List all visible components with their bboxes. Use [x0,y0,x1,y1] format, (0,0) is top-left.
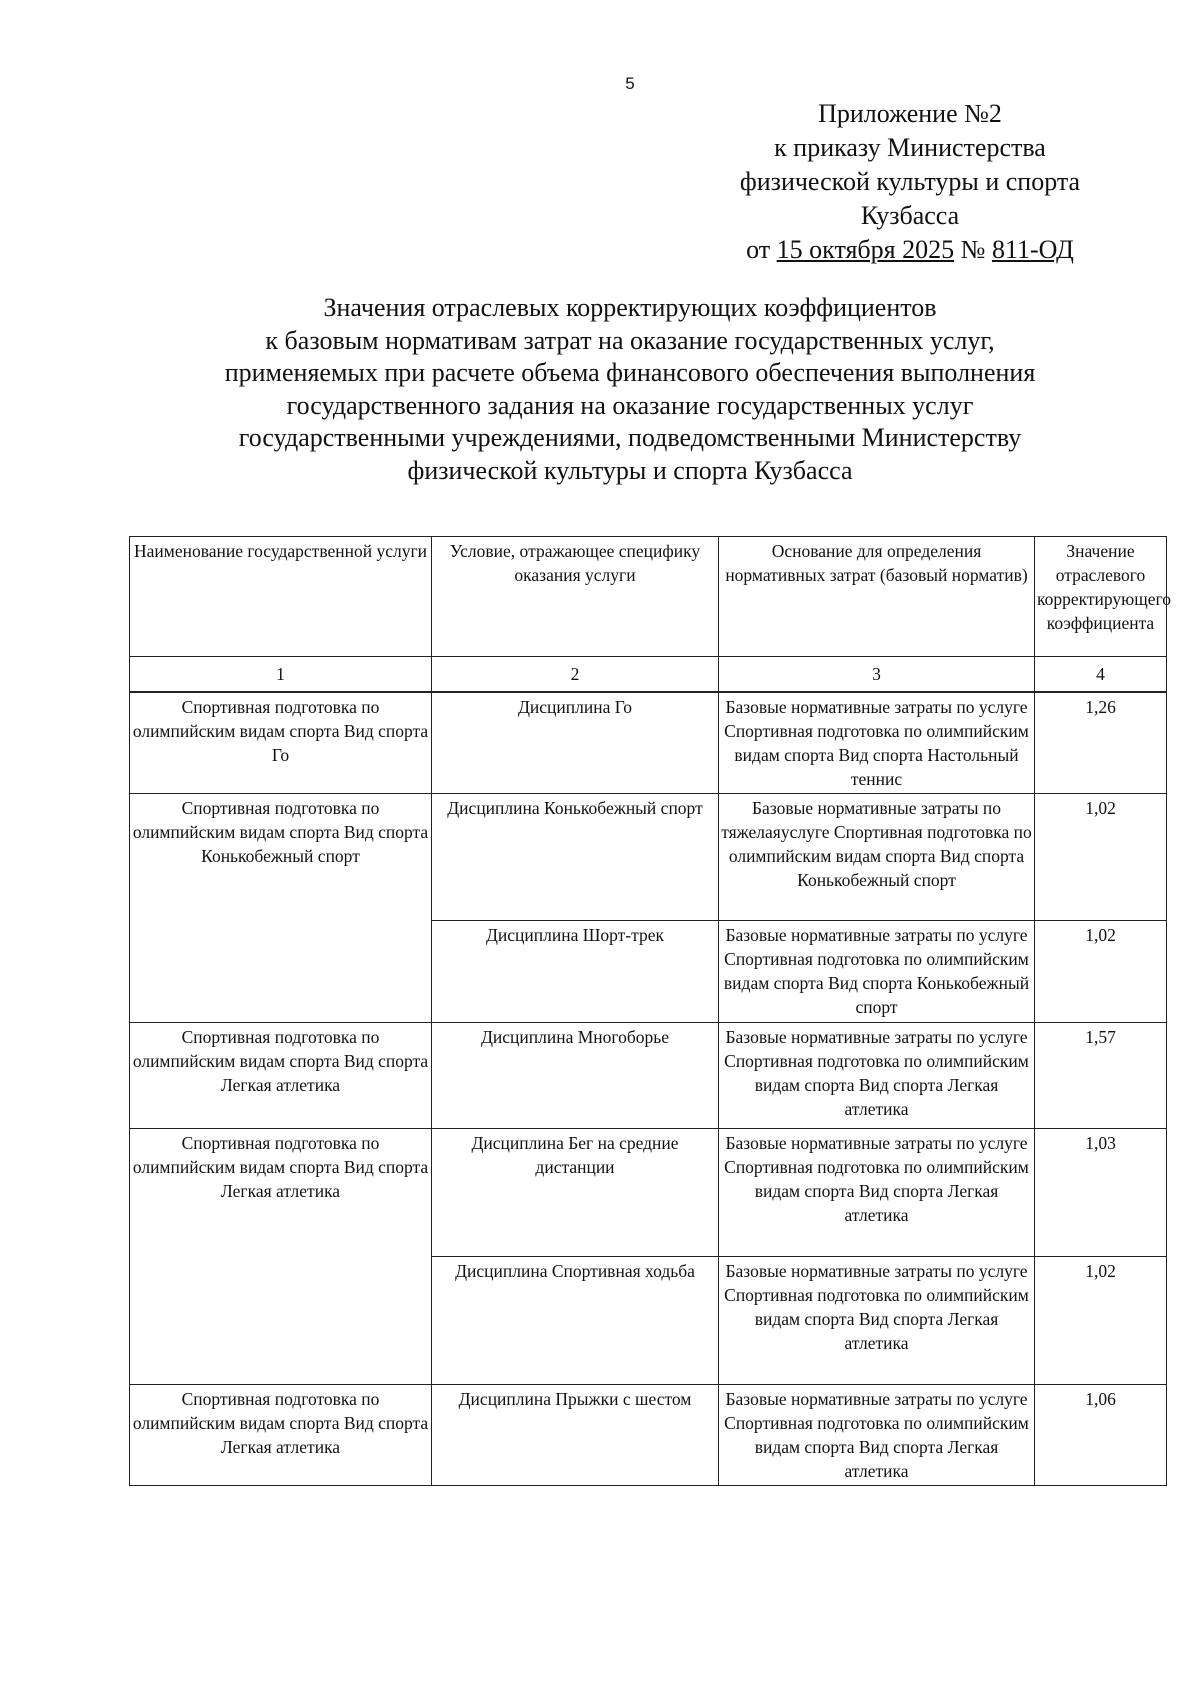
condition-cell: Дисциплина Многоборье [432,1023,719,1129]
basis-cell: Базовые нормативные затраты по услуге Спортивная подготовка по олимпийским видам спорта Вид спорта Легкая атлетика [719,1257,1035,1385]
condition-cell: Дисциплина Конькобежный спорт [432,794,719,921]
page-number: 5 [625,74,635,93]
service-cell: Спортивная подготовка по олимпийским видам спорта Вид спорта Конькобежный спорт [130,794,432,1023]
document-title [150,292,1110,487]
service-cell: Спортивная подготовка по олимпийским видам спорта Вид спорта Легкая атлетика [130,1129,432,1385]
appendix-line: физической культуры и спорта [739,167,1081,196]
appendix-line: к приказу Министерства [774,133,1046,162]
basis-cell: Базовые нормативные затраты по услуге Спортивная подготовка по олимпийским видам спорта Вид спорта Легкая атлетика [719,1385,1035,1486]
condition-cell: Дисциплина Прыжки с шестом [432,1385,719,1486]
header-cell: Значение отраслевого корректирующего коэффициента [1035,537,1167,657]
title-line: применяемых при расчете объема финансового обеспечения выполнения [224,358,1036,387]
column-number: 4 [1035,657,1167,692]
condition-cell: Дисциплина Спортивная ходьба [432,1257,719,1385]
table-header-row [130,537,1167,657]
basis-cell: Базовые нормативные затраты по услуге Спортивная подготовка по олимпийским видам спорта Вид спорта Настольный теннис [719,693,1035,794]
column-number: 1 [130,657,432,692]
value-cell: 1,26 [1035,693,1167,794]
date-prefix: от [746,235,777,264]
service-cell: Спортивная подготовка по олимпийским видам спорта Вид спорта Легкая атлетика [130,1385,432,1486]
table-row [130,1023,1167,1129]
service-cell: Спортивная подготовка по олимпийским видам спорта Вид спорта Го [130,693,432,794]
title-line: Значения отраслевых корректирующих коэффициентов [323,293,937,322]
value-cell: 1,02 [1035,794,1167,921]
value-cell: 1,57 [1035,1023,1167,1129]
value-cell: 1,06 [1035,1385,1167,1486]
basis-cell: Базовые нормативные затраты по услуге Спортивная подготовка по олимпийским видам спорта Вид спорта Легкая атлетика [719,1129,1035,1257]
basis-cell: Базовые нормативные затраты по услуге Спортивная подготовка по олимпийским видам спорта Вид спорта Конькобежный спорт [719,921,1035,1023]
table-row [130,1129,1167,1257]
number-prefix: № [954,235,992,264]
column-number: 2 [432,657,719,692]
value-cell: 1,02 [1035,1257,1167,1385]
appendix-date-line [690,233,1130,267]
condition-cell: Дисциплина Шорт-трек [432,921,719,1023]
condition-cell: Дисциплина Го [432,693,719,794]
service-cell: Спортивная подготовка по олимпийским видам спорта Вид спорта Легкая атлетика [130,1023,432,1129]
coefficients-table [129,536,1171,1486]
order-date: 15 октября 2025 [776,235,955,264]
title-line: к базовым нормативам затрат на оказание государственных услуг, [265,325,995,355]
basis-cell: Базовые нормативные затраты по тяжелаяуслуге Спортивная подготовка по олимпийским видам спорта Вид спорта Конькобежный спорт [719,794,1035,921]
value-cell: 1,02 [1035,921,1167,1023]
column-number: 3 [719,657,1035,692]
header-cell: Условие, отражающее специфику оказания услуги [432,537,719,657]
table-row [130,693,1167,794]
appendix-line: Кузбасса [860,201,960,230]
header-cell: Наименование государственной услуги [130,537,432,657]
title-line: физической культуры и спорта Кузбасса [407,455,853,485]
column-number-row [130,657,1167,692]
title-line: государственными учреждениями, подведомственными Министерству [238,423,1022,452]
condition-cell: Дисциплина Бег на средние дистанции [432,1129,719,1257]
table-row [130,1385,1167,1486]
value-cell: 1,03 [1035,1129,1167,1257]
appendix-line: Приложение №2 [818,99,1002,128]
appendix-header [690,97,1130,267]
header-cell: Основание для определения нормативных затрат (базовый норматив) [719,537,1035,657]
basis-cell: Базовые нормативные затраты по услуге Спортивная подготовка по олимпийским видам спорта Вид спорта Легкая атлетика [719,1023,1035,1129]
table-row [130,794,1167,921]
order-number: 811-ОД [991,235,1074,264]
title-line: государственного задания на оказание государственных услуг [286,390,974,420]
